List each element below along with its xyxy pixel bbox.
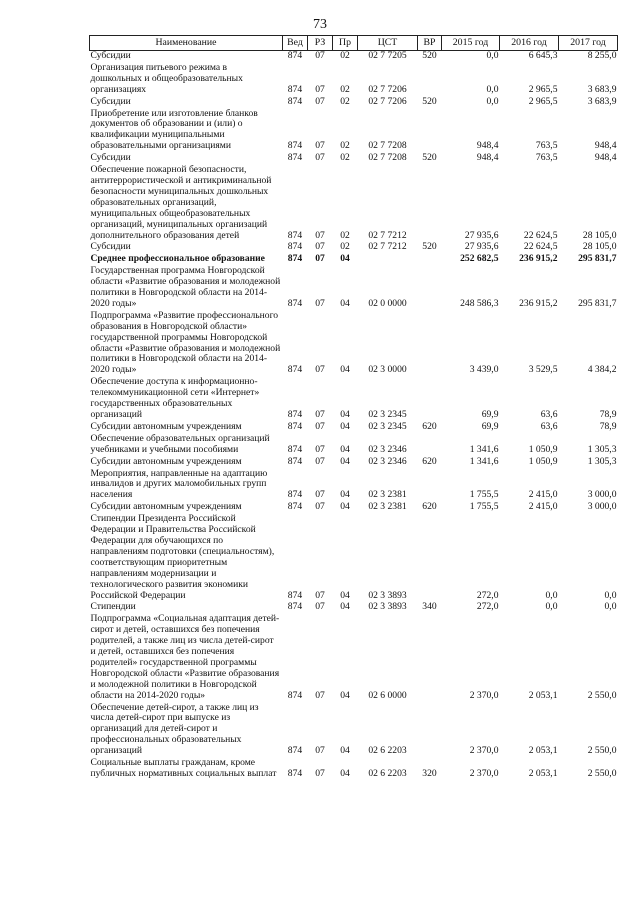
cell-cst: 02 3 2381 [368, 501, 407, 513]
cell-pr: 04 [340, 768, 350, 779]
cell-2017: 295 831,7 [578, 253, 617, 265]
cell-ved: 874 [287, 50, 303, 61]
cell-rz: 07 [315, 241, 325, 253]
table-row [90, 165, 618, 242]
header-2015: 2015 год [442, 36, 500, 51]
cell-2017: 4 384,2 [587, 364, 617, 376]
cell-2015: 1 341,6 [469, 455, 499, 467]
cell-name: Субсидии [90, 95, 131, 107]
cell-cst: 02 3 2346 [368, 455, 407, 467]
cell-pr: 02 [340, 152, 350, 164]
header-cst: ЦСТ [358, 36, 418, 51]
cell-ved: 874 [287, 501, 303, 513]
cell-name: Обеспечение доступа к информационно-телекоммуникационной сети «Интернет» государственных образовательных организаций [90, 376, 260, 420]
cell-ved: 874 [287, 95, 303, 107]
cell-name: Субсидии [90, 241, 131, 253]
cell-vr [418, 165, 442, 242]
cell-cst: 02 7 7206 [368, 83, 407, 95]
cell-cst: 02 3 3893 [368, 589, 407, 601]
cell-vr [418, 469, 442, 503]
cell-2016: 2 415,0 [528, 489, 558, 501]
cell-2016: 2 965,5 [528, 95, 558, 107]
cell-rz: 07 [315, 95, 325, 107]
cell-2015: 3 439,0 [469, 364, 499, 376]
cell-2017: 0,0 [604, 589, 617, 601]
table-row [90, 434, 618, 457]
cell-2017: 3 683,9 [587, 95, 617, 107]
cell-2017: 0,0 [604, 601, 617, 613]
cell-pr: 04 [340, 455, 350, 467]
cell-pr: 04 [340, 601, 350, 613]
cell-2017: 78,9 [599, 420, 617, 432]
cell-rz: 07 [315, 501, 325, 513]
cell-2015: 1 341,6 [469, 443, 499, 455]
cell-vr: 520 [422, 50, 437, 61]
cell-vr [418, 514, 442, 602]
cell-rz: 07 [315, 768, 325, 779]
cell-2016: 22 624,5 [523, 241, 558, 253]
cell-vr: 320 [422, 768, 437, 779]
cell-2017: 1 305,3 [587, 455, 617, 467]
cell-name: Организация питьевого режима в дошкольных и общеобразовательных организациях [90, 61, 243, 95]
cell-vr [418, 63, 442, 97]
cell-name: Среднее профессиональное образование [90, 253, 265, 265]
cell-name: Государственная программа Новгородской области «Развитие образования и молодежной политики в Новгородской области на 2014-2020 годы» [90, 265, 281, 309]
cell-2017: 3 000,0 [587, 501, 617, 513]
cell-pr: 04 [340, 253, 350, 265]
cell-pr: 02 [340, 140, 350, 152]
cell-pr: 02 [340, 241, 350, 253]
cell-cst: 02 3 2345 [368, 420, 407, 432]
cell-ved: 874 [287, 589, 303, 601]
cell-2015: 69,9 [481, 420, 499, 432]
cell-pr: 04 [340, 297, 350, 309]
cell-cst: 02 3 3893 [368, 601, 407, 613]
cell-name: Субсидии [90, 50, 131, 61]
cell-2017: 3 683,9 [587, 83, 617, 95]
cell-pr: 04 [340, 364, 350, 376]
cell-pr: 02 [340, 95, 350, 107]
cell-2017: 28 105,0 [582, 241, 617, 253]
cell-pr: 02 [340, 50, 350, 61]
cell-2015: 0,0 [486, 50, 499, 61]
cell-2016: 2 415,0 [528, 501, 558, 513]
cell-rz: 07 [315, 83, 325, 95]
header-2016: 2016 год [500, 36, 559, 51]
cell-2015: 0,0 [486, 95, 499, 107]
header-rz: РЗ [308, 36, 333, 51]
cell-name: Субсидии автономным учреждениям [90, 501, 242, 513]
cell-ved: 874 [287, 140, 303, 152]
cell-rz: 07 [315, 140, 325, 152]
cell-vr: 620 [422, 501, 437, 513]
cell-2015: 252 682,5 [460, 253, 499, 265]
cell-name: Подпрограмма «Развитие профессионального образования в Новгородской области» государственной программы Новгородской области «Развитие образования и молодежной политики в Новгородской области на 2014-2020 годы» [90, 309, 281, 376]
cell-vr [418, 254, 442, 266]
cell-cst: 02 3 2381 [368, 489, 407, 501]
cell-2015: 2 370,0 [469, 689, 499, 701]
cell-name: Подпрограмма «Социальная адаптация детей-сирот и детей, оставшихся без попечения родителей, а также лиц из числа детей-сирот и детей, оставшихся без попечения родителей» государственной программы Новгородской области «Развитие образования и молодежной политики в Новгородской области на 2014-2020 годы» [90, 613, 280, 701]
table-row [90, 514, 618, 602]
cell-ved: 874 [287, 689, 303, 701]
cell-2015: 1 755,5 [469, 489, 499, 501]
cell-2017: 295 831,7 [578, 297, 617, 309]
cell-2017: 948,4 [594, 140, 617, 152]
cell-2016: 6 645,3 [528, 50, 558, 61]
cell-cst: 02 6 0000 [368, 689, 407, 701]
cell-cst: 02 7 7212 [368, 241, 407, 253]
cell-ved: 874 [287, 409, 303, 420]
cell-2016: 2 053,1 [528, 689, 558, 701]
cell-name: Субсидии [90, 152, 131, 164]
cell-cst: 02 3 0000 [368, 364, 407, 376]
cell-pr: 04 [340, 689, 350, 701]
cell-2017: 2 550,0 [587, 689, 617, 701]
header-pr: Пр [333, 36, 358, 51]
cell-2016: 63,6 [540, 409, 558, 420]
table-row [90, 97, 618, 109]
cell-ved: 874 [287, 601, 303, 613]
cell-name: Субсидии автономным учреждениям [90, 420, 242, 432]
cell-ved: 874 [287, 745, 303, 757]
cell-cst: 02 3 2345 [368, 409, 407, 420]
cell-2016: 763,5 [535, 152, 558, 164]
cell-2017: 1 305,3 [587, 443, 617, 455]
cell-rz: 07 [315, 229, 325, 241]
cell-2016: 0,0 [545, 589, 558, 601]
cell-name: Стипендии Президента Российской Федерации и Правительства Российской Федерации для обучающихся по направлениям подготовки (специальностям), соответствующим приоритетным направлениям модернизации и технологического развития экономики Российской Федерации [90, 513, 275, 601]
cell-cst: 02 3 2346 [368, 443, 407, 455]
table-row [90, 377, 618, 422]
cell-2016: 3 529,5 [528, 364, 558, 376]
cell-vr [418, 311, 442, 377]
cell-2016: 63,6 [540, 420, 558, 432]
cell-pr: 02 [340, 83, 350, 95]
cell-2015: 248 586,3 [460, 297, 499, 309]
cell-vr [418, 109, 442, 154]
cell-name: Обеспечение образовательных организаций учебниками и учебными пособиями [90, 432, 270, 455]
cell-vr: 620 [422, 455, 437, 467]
cell-2016: 236 915,2 [519, 253, 558, 265]
cell-rz: 07 [315, 364, 325, 376]
cell-rz: 07 [315, 152, 325, 164]
cell-vr [418, 703, 442, 759]
cell-name: Приобретение или изготовление бланков документов об образовании и (или) о квалификации муниципальными образовательными организациями [90, 107, 258, 152]
table-row [90, 311, 618, 377]
cell-2016: 2 053,1 [528, 745, 558, 757]
cell-2015: 1 755,5 [469, 501, 499, 513]
cell-rz: 07 [315, 443, 325, 455]
cell-2015: 272,0 [476, 589, 499, 601]
cell-2017: 3 000,0 [587, 489, 617, 501]
cell-ved: 874 [287, 241, 303, 253]
cell-cst: 02 0 0000 [368, 297, 407, 309]
cell-rz: 07 [315, 601, 325, 613]
cell-rz: 07 [315, 489, 325, 501]
cell-rz: 07 [315, 420, 325, 432]
table-row [90, 266, 618, 311]
cell-cst: 02 6 2203 [368, 768, 407, 779]
cell-2017: 8 255,0 [587, 50, 617, 61]
cell-name: Обеспечение пожарной безопасности, антитеррористической и антикриминальной безопасности муниципальных дошкольных образовательных организаций, муниципальных общеобразовательных организаций, муниципальных организаций дополнительного образования детей [90, 164, 272, 241]
cell-cst: 02 7 7208 [368, 140, 407, 152]
cell-2017: 78,9 [599, 409, 617, 420]
cell-2015: 69,9 [481, 409, 499, 420]
header-2017: 2017 год [559, 36, 618, 51]
cell-cst: 02 7 7205 [368, 50, 407, 61]
cell-rz: 07 [315, 689, 325, 701]
budget-table [89, 35, 618, 781]
cell-2015: 27 935,6 [464, 229, 499, 241]
cell-2015: 2 370,0 [469, 745, 499, 757]
cell-2015: 27 935,6 [464, 241, 499, 253]
header-name: Наименование [90, 36, 283, 51]
cell-name: Стипендии [90, 601, 136, 613]
cell-ved: 874 [287, 455, 303, 467]
cell-vr: 620 [422, 420, 437, 432]
cell-2017: 28 105,0 [582, 229, 617, 241]
cell-pr: 04 [340, 745, 350, 757]
cell-2016: 0,0 [545, 601, 558, 613]
cell-ved: 874 [287, 364, 303, 376]
cell-ved: 874 [287, 420, 303, 432]
cell-vr: 520 [422, 241, 437, 253]
cell-name: Социальные выплаты гражданам, кроме публичных нормативных социальных выплат [90, 757, 277, 779]
cell-pr: 04 [340, 409, 350, 420]
cell-vr: 520 [422, 152, 437, 164]
cell-name: Субсидии автономным учреждениям [90, 455, 242, 467]
table-row [90, 63, 618, 97]
cell-cst: 02 7 7212 [368, 229, 407, 241]
header-ved: Вед [283, 36, 308, 51]
cell-ved: 874 [287, 297, 303, 309]
cell-vr [418, 377, 442, 422]
cell-cst: 02 7 7206 [368, 95, 407, 107]
cell-ved: 874 [287, 83, 303, 95]
cell-cst: 02 7 7208 [368, 152, 407, 164]
cell-cst [358, 254, 418, 266]
cell-2016: 2 053,1 [528, 768, 558, 779]
cell-cst: 02 6 2203 [368, 745, 407, 757]
table-header-row [90, 36, 618, 51]
cell-2017: 2 550,0 [587, 768, 617, 779]
table-row [90, 457, 618, 469]
cell-ved: 874 [287, 768, 303, 779]
cell-pr: 04 [340, 489, 350, 501]
cell-pr: 04 [340, 589, 350, 601]
table-row [90, 614, 618, 702]
cell-2015: 272,0 [476, 601, 499, 613]
cell-2017: 948,4 [594, 152, 617, 164]
cell-vr: 520 [422, 95, 437, 107]
cell-ved: 874 [287, 489, 303, 501]
cell-2015: 948,4 [476, 140, 499, 152]
cell-2016: 763,5 [535, 140, 558, 152]
cell-2015: 948,4 [476, 152, 499, 164]
table-row [90, 758, 618, 781]
header-vr: ВР [418, 36, 442, 51]
cell-ved: 874 [287, 152, 303, 164]
cell-pr: 02 [340, 229, 350, 241]
table-row [90, 703, 618, 759]
cell-vr [418, 434, 442, 457]
cell-ved: 874 [287, 229, 303, 241]
cell-2016: 1 050,9 [528, 455, 558, 467]
cell-rz: 07 [315, 409, 325, 420]
table-row [90, 469, 618, 503]
cell-rz: 07 [315, 50, 325, 61]
cell-2016: 1 050,9 [528, 443, 558, 455]
cell-name: Обеспечение детей-сирот, а также лиц из числа детей-сирот при выпуске из организаций для детей-сирот и профессиональных образовательных организаций [90, 701, 259, 757]
page-number: 73 [313, 17, 327, 32]
cell-pr: 04 [340, 420, 350, 432]
cell-rz: 07 [315, 589, 325, 601]
table-row [90, 109, 618, 154]
cell-ved: 874 [287, 253, 303, 265]
cell-rz: 07 [315, 297, 325, 309]
cell-rz: 07 [315, 253, 325, 265]
cell-pr: 04 [340, 443, 350, 455]
cell-rz: 07 [315, 455, 325, 467]
cell-ved: 874 [287, 443, 303, 455]
cell-rz: 07 [315, 745, 325, 757]
cell-2016: 22 624,5 [523, 229, 558, 241]
cell-vr [418, 614, 442, 702]
cell-vr [418, 266, 442, 311]
cell-pr: 04 [340, 501, 350, 513]
cell-vr: 340 [422, 601, 437, 613]
cell-2017: 2 550,0 [587, 745, 617, 757]
cell-name: Мероприятия, направленные на адаптацию инвалидов и других маломобильных групп населения [90, 467, 268, 501]
cell-2016: 2 965,5 [528, 83, 558, 95]
cell-2016: 236 915,2 [519, 297, 558, 309]
cell-2015: 2 370,0 [469, 768, 499, 779]
cell-2015: 0,0 [486, 83, 499, 95]
